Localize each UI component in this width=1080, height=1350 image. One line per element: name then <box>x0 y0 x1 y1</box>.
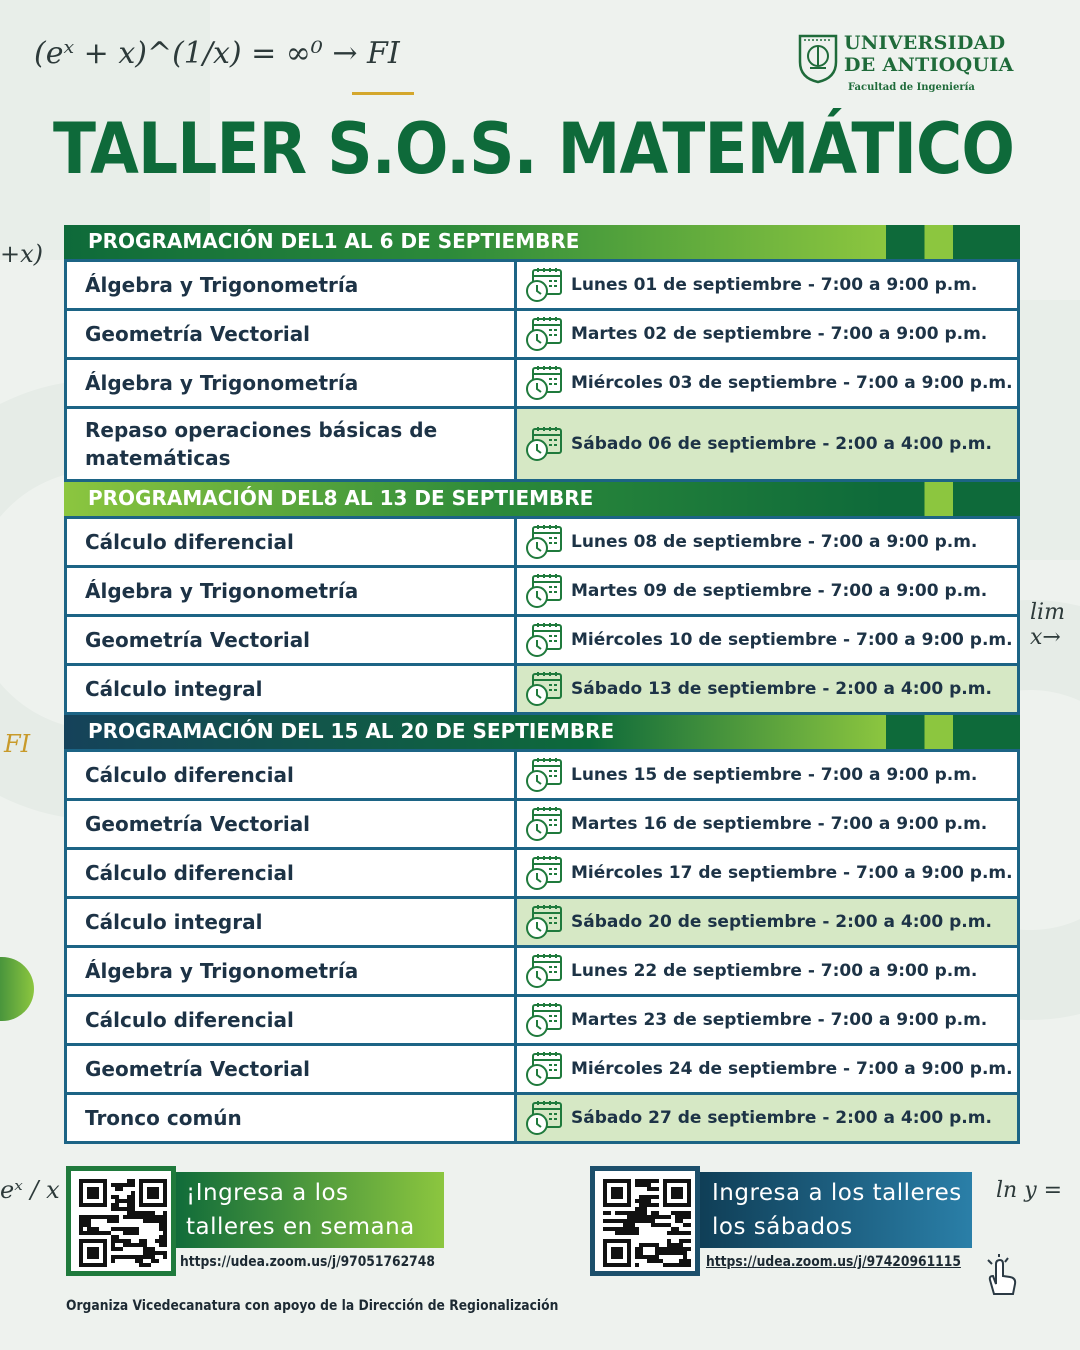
session-date <box>517 899 1017 945</box>
handwritten-fragment: FI <box>4 730 31 758</box>
session-date-text: Miércoles 03 de septiembre - 7:00 a 9:00 p.m. <box>571 373 1013 393</box>
course-name: Repaso operaciones básicas de matemáticas <box>67 409 517 479</box>
course-name: Álgebra y Trigonometría <box>67 262 517 308</box>
logo-line-2: DE ANTIOQUIA <box>844 54 1014 76</box>
calendar-clock-icon <box>525 1002 563 1038</box>
course-name: Álgebra y Trigonometría <box>67 568 517 614</box>
session-date-text: Miércoles 24 de septiembre - 7:00 a 9:00 p.m. <box>571 1059 1013 1079</box>
calendar-clock-icon <box>525 316 563 352</box>
calendar-clock-icon <box>525 757 563 793</box>
session-date-text: Sábado 06 de septiembre - 2:00 a 4:00 p.m. <box>571 434 992 454</box>
schedule-row <box>64 850 1020 899</box>
schedule-row <box>64 666 1020 715</box>
university-seal-icon <box>796 30 840 84</box>
session-date-text: Miércoles 10 de septiembre - 7:00 a 9:00 p.m. <box>571 630 1013 650</box>
qr-code-icon <box>79 1179 167 1267</box>
session-date-text: Sábado 20 de septiembre - 2:00 a 4:00 p.m. <box>571 912 992 932</box>
calendar-clock-icon <box>525 806 563 842</box>
session-date-text: Lunes 08 de septiembre - 7:00 a 9:00 p.m. <box>571 532 978 552</box>
session-date <box>517 752 1017 798</box>
session-date-text: Sábado 13 de septiembre - 2:00 a 4:00 p.m. <box>571 679 992 699</box>
course-name: Geometría Vectorial <box>67 617 517 663</box>
university-logo <box>796 30 1036 100</box>
course-name: Álgebra y Trigonometría <box>67 948 517 994</box>
session-date-text: Martes 02 de septiembre - 7:00 a 9:00 p.m. <box>571 324 988 344</box>
logo-line-1: UNIVERSIDAD <box>844 32 1006 54</box>
session-date-text: Lunes 15 de septiembre - 7:00 a 9:00 p.m. <box>571 765 978 785</box>
session-date <box>517 568 1017 614</box>
session-date <box>517 262 1017 308</box>
handwritten-fragment: eˣ / x <box>0 1176 60 1204</box>
schedule-row <box>64 516 1020 568</box>
schedule-row <box>64 1046 1020 1095</box>
calendar-clock-icon <box>525 904 563 940</box>
schedule-row <box>64 749 1020 801</box>
schedule-row <box>64 409 1020 482</box>
saturday-cta-text: Ingresa a los talleres los sábados <box>712 1180 962 1240</box>
calendar-clock-icon <box>525 573 563 609</box>
section-heading <box>64 482 1020 516</box>
session-date <box>517 519 1017 565</box>
schedule-table <box>64 225 1020 1144</box>
calendar-clock-icon <box>525 524 563 560</box>
weekday-cta-text: ¡Ingresa a los talleres en semana <box>186 1180 415 1240</box>
calendar-clock-icon <box>525 426 563 462</box>
page-title: TALLER S.O.S. MATEMÁTICO <box>53 108 1015 190</box>
course-name: Geometría Vectorial <box>67 1046 517 1092</box>
handwritten-underline <box>352 92 414 95</box>
session-date <box>517 409 1017 479</box>
session-date <box>517 360 1017 406</box>
course-name: Cálculo diferencial <box>67 519 517 565</box>
schedule-row <box>64 311 1020 360</box>
handwritten-formula: (eˣ + x)^(1/x) = ∞⁰ → FI <box>34 36 400 71</box>
schedule-row <box>64 801 1020 850</box>
section-heading <box>64 225 1020 259</box>
session-date-text: Miércoles 17 de septiembre - 7:00 a 9:00 p.m. <box>571 863 1013 883</box>
schedule-row <box>64 259 1020 311</box>
session-date-text: Martes 16 de septiembre - 7:00 a 9:00 p.m. <box>571 814 988 834</box>
session-date <box>517 801 1017 847</box>
handwritten-fragment: ln y = <box>996 1178 1063 1203</box>
session-date-text: Martes 23 de septiembre - 7:00 a 9:00 p.m. <box>571 1010 988 1030</box>
handwritten-fragment: lim x→ <box>1030 600 1065 650</box>
schedule-row <box>64 617 1020 666</box>
session-date <box>517 997 1017 1043</box>
course-name: Cálculo diferencial <box>67 997 517 1043</box>
schedule-row <box>64 997 1020 1046</box>
course-name: Cálculo diferencial <box>67 850 517 896</box>
schedule-row <box>64 360 1020 409</box>
course-name: Cálculo diferencial <box>67 752 517 798</box>
calendar-clock-icon <box>525 622 563 658</box>
session-date <box>517 666 1017 712</box>
calendar-clock-icon <box>525 953 563 989</box>
schedule-row <box>64 948 1020 997</box>
section-heading-text: PROGRAMACIÓN DEL 15 AL 20 DE SEPTIEMBRE <box>88 719 615 743</box>
schedule-row <box>64 899 1020 948</box>
session-date-text: Martes 09 de septiembre - 7:00 a 9:00 p.m. <box>571 581 988 601</box>
pointer-hand-icon <box>978 1254 1024 1300</box>
calendar-clock-icon <box>525 855 563 891</box>
weekday-zoom-link[interactable]: https://udea.zoom.us/j/97051762748 <box>180 1254 435 1270</box>
weekday-qr-code[interactable] <box>66 1166 176 1276</box>
organizer-note: Organiza Vicedecanatura con apoyo de la Dirección de Regionalización <box>66 1298 559 1314</box>
course-name: Cálculo integral <box>67 899 517 945</box>
saturday-qr-code[interactable] <box>590 1166 700 1276</box>
section-heading-text: PROGRAMACIÓN DEL8 AL 13 DE SEPTIEMBRE <box>88 486 594 510</box>
section-heading <box>64 715 1020 749</box>
session-date <box>517 311 1017 357</box>
handwritten-fragment: +x) <box>0 240 44 268</box>
session-date <box>517 948 1017 994</box>
session-date <box>517 617 1017 663</box>
calendar-clock-icon <box>525 267 563 303</box>
decorative-half-circle <box>0 957 34 1021</box>
session-date <box>517 1095 1017 1141</box>
calendar-clock-icon <box>525 671 563 707</box>
logo-faculty: Facultad de Ingeniería <box>848 82 975 93</box>
section-heading-text: PROGRAMACIÓN DEL1 AL 6 DE SEPTIEMBRE <box>88 229 580 253</box>
session-date-text: Sábado 27 de septiembre - 2:00 a 4:00 p.m. <box>571 1108 992 1128</box>
session-date-text: Lunes 01 de septiembre - 7:00 a 9:00 p.m. <box>571 275 978 295</box>
course-name: Álgebra y Trigonometría <box>67 360 517 406</box>
session-date <box>517 1046 1017 1092</box>
course-name: Geometría Vectorial <box>67 801 517 847</box>
calendar-clock-icon <box>525 1051 563 1087</box>
session-date <box>517 850 1017 896</box>
session-date-text: Lunes 22 de septiembre - 7:00 a 9:00 p.m. <box>571 961 978 981</box>
course-name: Cálculo integral <box>67 666 517 712</box>
schedule-row <box>64 1095 1020 1144</box>
course-name: Geometría Vectorial <box>67 311 517 357</box>
saturday-zoom-link[interactable]: https://udea.zoom.us/j/97420961115 <box>706 1254 961 1270</box>
course-name: Tronco común <box>67 1095 517 1141</box>
qr-code-icon <box>603 1179 691 1267</box>
calendar-clock-icon <box>525 1100 563 1136</box>
calendar-clock-icon <box>525 365 563 401</box>
schedule-row <box>64 568 1020 617</box>
